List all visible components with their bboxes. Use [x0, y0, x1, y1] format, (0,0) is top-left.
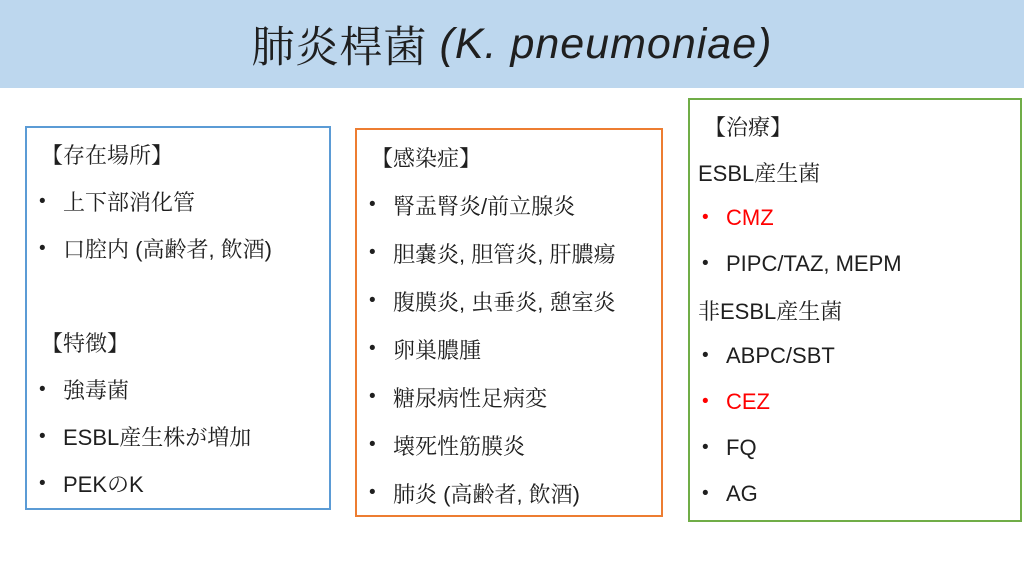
- treatment-list: [690, 100, 1020, 517]
- line-text: PIPC/TAZ, MEPM: [726, 251, 902, 276]
- list-line: [27, 178, 329, 225]
- treatment-box: [688, 98, 1022, 522]
- line-text: 非ESBL産生菌: [698, 298, 843, 324]
- list-line: [357, 181, 661, 229]
- line-text: 糖尿病性足病変: [393, 385, 548, 411]
- list-line: [690, 471, 1020, 517]
- bullet-marker: •: [39, 190, 46, 212]
- line-text: 【特徴】: [41, 331, 130, 356]
- infections-box: [355, 128, 663, 517]
- bullet-marker: •: [702, 345, 709, 366]
- list-line: [27, 272, 329, 319]
- line-text: FQ: [726, 435, 757, 460]
- bullet-marker: •: [702, 207, 709, 228]
- bullet-marker: •: [702, 483, 709, 504]
- list-line: [27, 366, 329, 413]
- list-line: [357, 469, 661, 517]
- line-text: 口腔内 (高齢者, 飲酒): [63, 237, 272, 262]
- list-line: [357, 229, 661, 277]
- bullet-marker: •: [39, 378, 46, 400]
- slide-title: 肺炎桿菌: [251, 23, 428, 72]
- list-line: [690, 241, 1020, 287]
- list-line: [357, 373, 661, 421]
- list-line: [690, 333, 1020, 379]
- list-line: [357, 421, 661, 469]
- line-text: AG: [726, 481, 758, 506]
- line-text: 腹膜炎, 虫垂炎, 憩室炎: [393, 289, 616, 315]
- list-line: [690, 149, 1020, 195]
- list-line: [27, 225, 329, 272]
- bullet-marker: •: [369, 434, 376, 455]
- line-text: ESBL産生株が増加: [63, 425, 252, 450]
- list-line: [357, 277, 661, 325]
- line-text: CEZ: [726, 389, 770, 414]
- habitat-and-features-box: [25, 126, 331, 510]
- line-text: CMZ: [726, 205, 774, 230]
- line-text: 強毒菌: [63, 378, 130, 403]
- bullet-marker: •: [702, 391, 709, 412]
- line-text: 【治療】: [704, 114, 793, 140]
- line-text: 上下部消化管: [63, 190, 196, 215]
- list-line: [27, 413, 329, 460]
- list-line: [690, 425, 1020, 471]
- line-text: PEKのK: [63, 472, 144, 497]
- list-line: [27, 460, 329, 507]
- bullet-marker: •: [39, 472, 46, 494]
- bullet-marker: •: [702, 437, 709, 458]
- slide-title-banner: [0, 0, 1024, 88]
- list-line: [27, 131, 329, 178]
- list-line: [690, 103, 1020, 149]
- habitat-and-features-list: [27, 128, 329, 507]
- list-line: [690, 287, 1020, 333]
- line-text: 胆嚢炎, 胆管炎, 肝膿瘍: [393, 241, 616, 267]
- line-text: ABPC/SBT: [726, 343, 835, 368]
- line-text: 【感染症】: [371, 145, 482, 171]
- list-line: [357, 133, 661, 181]
- infections-list: [357, 130, 661, 517]
- line-text: 肺炎 (高齢者, 飲酒): [393, 481, 580, 507]
- list-line: [690, 379, 1020, 425]
- bullet-marker: •: [702, 253, 709, 274]
- list-line: [357, 325, 661, 373]
- bullet-marker: •: [39, 425, 46, 447]
- line-text: 腎盂腎炎/前立腺炎: [393, 193, 576, 219]
- line-text: 【存在場所】: [41, 143, 174, 168]
- line-text: 卵巣膿腫: [393, 337, 482, 363]
- bullet-marker: •: [369, 338, 376, 359]
- slide-title-latin-name: (K. pneumoniae): [439, 19, 773, 68]
- line-text: 壊死性筋膜炎: [393, 433, 526, 459]
- line-text: ESBL産生菌: [698, 160, 821, 186]
- bullet-marker: •: [369, 386, 376, 407]
- list-line: [690, 195, 1020, 241]
- bullet-marker: •: [369, 194, 376, 215]
- bullet-marker: •: [369, 290, 376, 311]
- bullet-marker: •: [369, 482, 376, 503]
- bullet-marker: •: [39, 237, 46, 259]
- bullet-marker: •: [369, 242, 376, 263]
- list-line: [27, 319, 329, 366]
